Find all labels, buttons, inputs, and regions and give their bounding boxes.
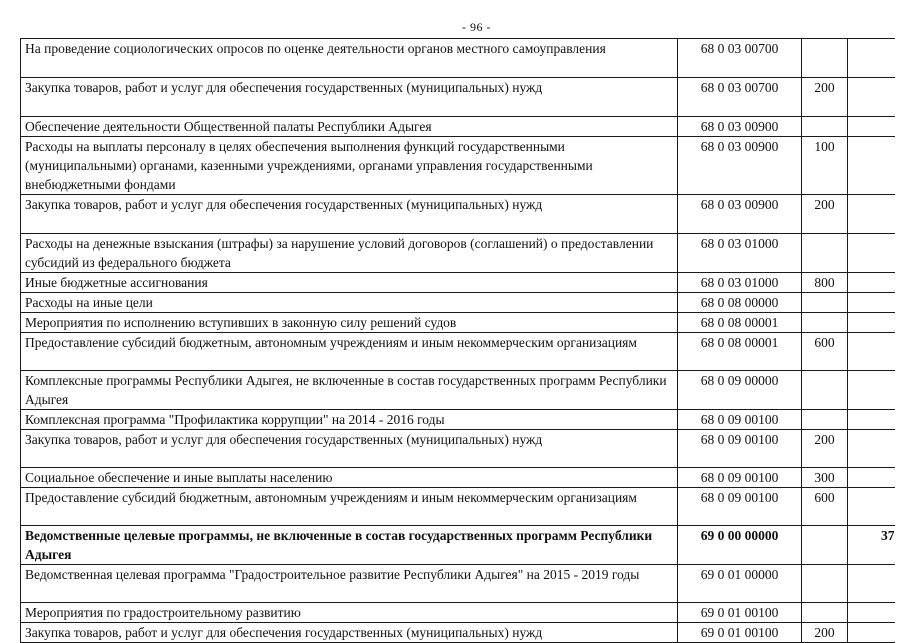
row-name-cell: Обеспечение деятельности Общественной палаты Республики Адыгея [21,117,678,137]
row-code-cell: 69 0 01 00000 [678,565,802,603]
table-row [21,117,895,137]
table-row [21,234,895,273]
row-amount-cell [848,371,895,410]
row-expense-type-cell [802,234,848,273]
row-name-cell: Ведомственные целевые программы, не включенные в состав государственных программ Республики Адыгея [21,526,678,565]
row-amount-cell [848,410,895,430]
row-amount-cell [848,137,895,195]
row-name-cell: Закупка товаров, работ и услуг для обеспечения государственных (муниципальных) нужд [21,78,678,117]
row-code-cell: 69 0 01 00100 [678,623,802,643]
row-expense-type-cell: 600 [802,333,848,371]
row-amount-cell [848,195,895,234]
row-name-cell: Расходы на иные цели [21,293,678,313]
row-name-cell: Мероприятия по исполнению вступивших в законную силу решений судов [21,313,678,333]
table-row [21,468,895,488]
row-code-cell: 68 0 03 00700 [678,39,802,78]
row-expense-type-cell: 300 [802,468,848,488]
row-amount-cell [848,273,895,293]
row-code-cell: 69 0 00 00000 [678,526,802,565]
table-row [21,333,895,371]
row-expense-type-cell: 200 [802,78,848,117]
row-code-cell: 68 0 09 00100 [678,488,802,526]
row-expense-type-cell [802,565,848,603]
table-row [21,430,895,468]
row-expense-type-cell [802,410,848,430]
row-name-cell: Расходы на выплаты персоналу в целях обеспечения выполнения функций государственными (муниципальными) органами, казенными учреждениями, органами управления государственными внебюджетными фондами [21,137,678,195]
row-expense-type-cell: 100 [802,137,848,195]
row-name-cell: На проведение социологических опросов по оценке деятельности органов местного самоуправления [21,39,678,78]
row-expense-type-cell [802,371,848,410]
row-expense-type-cell: 800 [802,273,848,293]
row-amount-cell [848,565,895,603]
row-code-cell: 68 0 03 01000 [678,273,802,293]
row-name-cell: Иные бюджетные ассигнования [21,273,678,293]
row-code-cell: 68 0 03 01000 [678,234,802,273]
row-expense-type-cell: 200 [802,195,848,234]
row-code-cell: 68 0 08 00000 [678,293,802,313]
row-amount-cell [848,488,895,526]
table-row [21,603,895,623]
table-row [21,526,895,565]
row-name-cell: Предоставление субсидий бюджетным, автономным учреждениям и иным некоммерческим организациям [21,488,678,526]
row-code-cell: 68 0 03 00900 [678,137,802,195]
row-amount-cell [848,39,895,78]
row-amount-cell [848,468,895,488]
row-code-cell: 68 0 09 00000 [678,371,802,410]
row-amount-cell [848,117,895,137]
row-code-cell: 68 0 03 00700 [678,78,802,117]
row-amount-cell [848,78,895,117]
row-expense-type-cell: 200 [802,623,848,643]
table-row [21,565,895,603]
table-row [21,137,895,195]
row-code-cell: 68 0 03 00900 [678,195,802,234]
row-name-cell: Комплексная программа "Профилактика коррупции" на 2014 - 2016 годы [21,410,678,430]
row-amount-cell [848,313,895,333]
row-code-cell: 69 0 01 00100 [678,603,802,623]
row-code-cell: 68 0 08 00001 [678,333,802,371]
row-amount-cell [848,234,895,273]
row-code-cell: 68 0 09 00100 [678,430,802,468]
row-name-cell: Расходы на денежные взыскания (штрафы) за нарушение условий договоров (соглашений) о предоставлении субсидий из федерального бюджета [21,234,678,273]
table-row [21,371,895,410]
page-number: - 96 - [462,20,491,34]
table-row [21,273,895,293]
budget-table [20,38,895,643]
table-body [21,39,895,643]
table-row [21,78,895,117]
row-name-cell: Мероприятия по градостроительному развитию [21,603,678,623]
row-amount-cell [848,293,895,313]
row-name-cell: Ведомственная целевая программа "Градостроительное развитие Республики Адыгея" на 2015 - 2019 годы [21,565,678,603]
row-amount-cell [848,430,895,468]
table-row [21,195,895,234]
row-expense-type-cell [802,117,848,137]
table-row [21,293,895,313]
row-expense-type-cell: 600 [802,488,848,526]
row-code-cell: 68 0 09 00100 [678,410,802,430]
row-name-cell: Предоставление субсидий бюджетным, автономным учреждениям и иным некоммерческим организациям [21,333,678,371]
table-row [21,39,895,78]
row-name-cell: Социальное обеспечение и иные выплаты населению [21,468,678,488]
row-name-cell: Закупка товаров, работ и услуг для обеспечения государственных (муниципальных) нужд [21,623,678,643]
row-expense-type-cell [802,526,848,565]
row-name-cell: Закупка товаров, работ и услуг для обеспечения государственных (муниципальных) нужд [21,195,678,234]
table-row [21,313,895,333]
row-amount-cell: 37 [848,526,895,565]
row-expense-type-cell: 200 [802,430,848,468]
row-name-cell: Закупка товаров, работ и услуг для обеспечения государственных (муниципальных) нужд [21,430,678,468]
row-expense-type-cell [802,603,848,623]
row-name-cell: Комплексные программы Республики Адыгея, не включенные в состав государственных программ Республики Адыгея [21,371,678,410]
table-row [21,488,895,526]
row-code-cell: 68 0 03 00900 [678,117,802,137]
row-amount-cell [848,333,895,371]
row-code-cell: 68 0 09 00100 [678,468,802,488]
row-code-cell: 68 0 08 00001 [678,313,802,333]
row-expense-type-cell [802,313,848,333]
table-row [21,410,895,430]
row-expense-type-cell [802,293,848,313]
row-amount-cell [848,603,895,623]
row-expense-type-cell [802,39,848,78]
